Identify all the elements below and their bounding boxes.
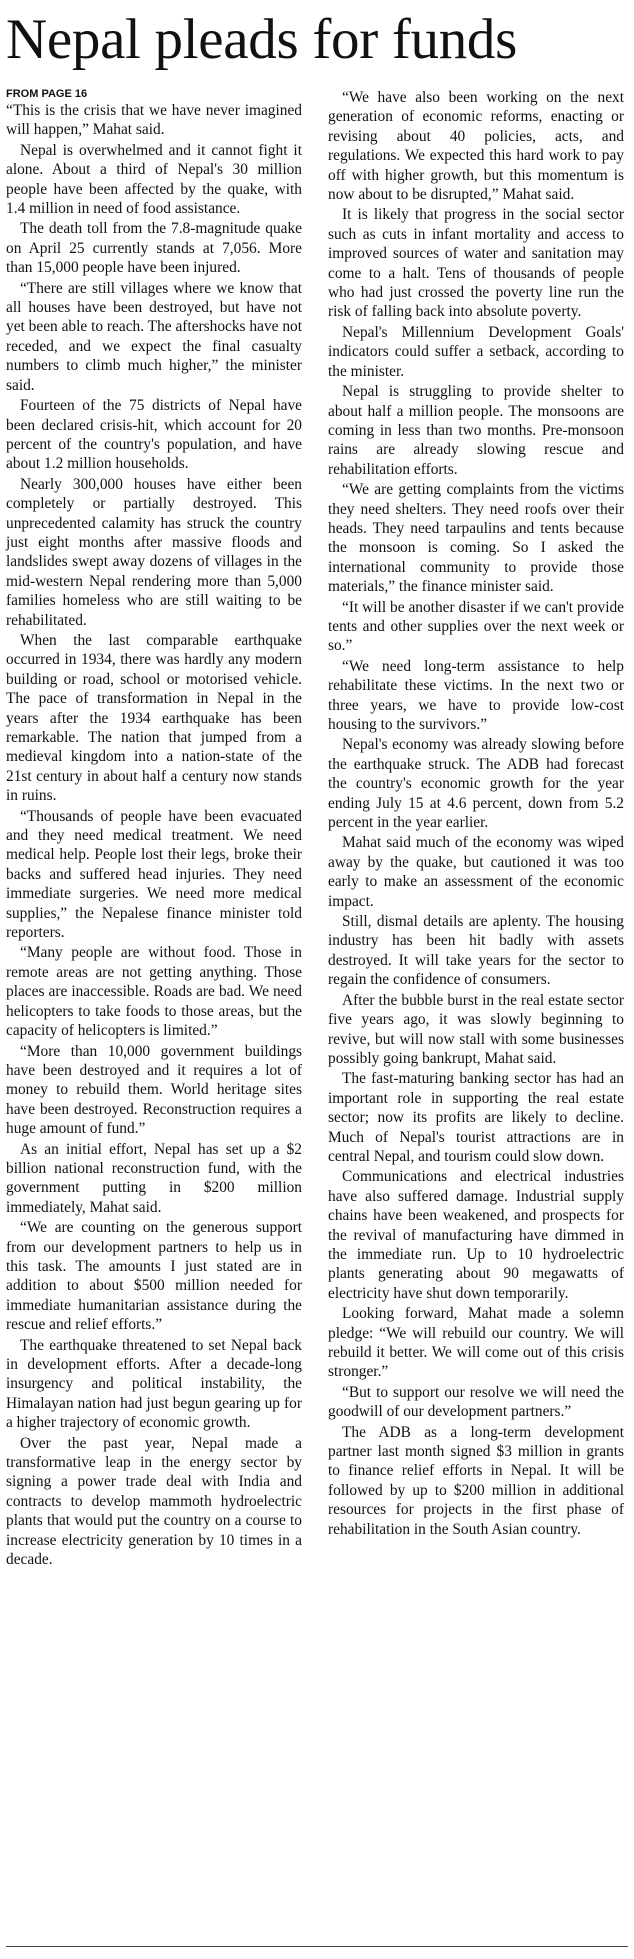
- paragraph: “Many people are without food. Those in remote areas are not getting anything. Those places are inaccessible. Roads are bad. We need helicopters to take foods to those areas, but the capacity of helicopters is limited.”: [6, 944, 302, 1040]
- paragraph: Still, dismal details are aplenty. The housing industry has been hit badly with assets destroyed. It will take years for the sector to regain the confidence of consumers.: [328, 913, 624, 989]
- paragraph: “There are still villages where we know that all houses have been destroyed, but have not yet been able to reach. The aftershocks have not receded, and we expect the final casualty numbers to climb much higher,” the minister said.: [6, 279, 302, 394]
- paragraph: Nepal's economy was already slowing before the earthquake struck. The ADB had forecast the country's economic growth for the year ending July 15 at 4.6 percent, down from 5.2 percent in the year earlier.: [328, 736, 624, 832]
- headline: Nepal pleads for funds: [6, 8, 517, 71]
- paragraph: Looking forward, Mahat made a solemn pledge: “We will rebuild our country. We will rebuild it better. We will come out of this crisis stronger.”: [328, 1305, 624, 1381]
- paragraph: Nepal is struggling to provide shelter to about half a million people. The monsoons are coming in less than two months. Pre-monsoon rains are already slowing rescue and rehabilitation efforts.: [328, 383, 624, 478]
- continued-from-label: FROM PAGE 16: [6, 88, 88, 100]
- paragraph: Nearly 300,000 houses have either been completely or partially destroyed. This unprecedented calamity has struck the country just eight months after massive floods and landslides swept away dozens of villages in the mid-western Nepal rendering more than 5,000 families homeless who are still waiting to be rehabilitated.: [6, 475, 302, 629]
- paragraph: “More than 10,000 government buildings have been destroyed and it requires a lot of money to rebuild them. World heritage sites have been destroyed. Reconstruction requires a huge amount of fund.”: [6, 1042, 302, 1138]
- paragraph: “We have also been working on the next generation of economic reforms, enacting or revising about 40 policies, acts, and regulations. We expected this hard work to pay off with higher growth, but this momentum is now about to be disrupted,” Mahat said.: [328, 89, 624, 204]
- paragraph: “It will be another disaster if we can't provide tents and other supplies over the next week or so.”: [328, 598, 624, 655]
- paragraph: Over the past year, Nepal made a transformative leap in the energy sector by signing a power trade deal with India and contracts to develop mammoth hydroelectric plants that would put the country on a course to increase electricity generation by 10 times in a decade.: [6, 1434, 302, 1569]
- paragraph: It is likely that progress in the social sector such as cuts in infant mortality and access to improved sources of water and sanitation may come to a halt. Tens of thousands of people who had just crossed the poverty line run the risk of falling back into absolute poverty.: [328, 206, 624, 321]
- paragraph: Fourteen of the 75 districts of Nepal have been declared crisis-hit, which account for 20 percent of the country's population, and have about 1.2 million households.: [6, 397, 302, 473]
- right-column: [328, 88, 624, 1540]
- bottom-rule: [6, 1946, 628, 1947]
- paragraph: The ADB as a long-term development partner last month signed $3 million in grants to finance relief efforts in Nepal. It will be followed by up to $200 million in additional resources for projects in the first phase of rehabilitation in the South Asian country.: [328, 1423, 624, 1538]
- paragraph: “But to support our resolve we will need the goodwill of our development partners.”: [328, 1383, 624, 1421]
- paragraph: “We are getting complaints from the victims they need shelters. They need roofs over their heads. They need tarpaulins and tents because the monsoon is coming. So I asked the international community to provide those materials,” the finance minister said.: [328, 481, 624, 596]
- paragraph: The fast-maturing banking sector has had an important role in supporting the real estate sector; now its profits are likely to decline. Much of Nepal's tourist attractions are in central Nepal, and tourism could slow down.: [328, 1070, 624, 1165]
- paragraph: Mahat said much of the economy was wiped away by the quake, but cautioned it was too early to make an assessment of the economic impact.: [328, 834, 624, 910]
- paragraph: Communications and electrical industries have also suffered damage. Industrial supply chains have been weakened, and prospects for the revival of manufacturing have dimmed in the immediate run. Up to 10 hydroelectric plants generating about 90 megawatts of electricity have shut down temporarily.: [328, 1168, 624, 1302]
- paragraph: Nepal is overwhelmed and it cannot fight it alone. About a third of Nepal's 30 million people have been affected by the quake, with 1.4 million in need of food assistance.: [6, 141, 302, 218]
- paragraph: “We need long-term assistance to help rehabilitate these victims. In the next two or three years, we have to provide low-cost housing to the survivors.”: [328, 657, 624, 733]
- paragraph: The death toll from the 7.8-magnitude quake on April 25 currently stands at 7,056. More than 15,000 people have been injured.: [6, 220, 302, 277]
- paragraph: Nepal's Millennium Development Goals' indicators could suffer a setback, according to the minister.: [328, 323, 624, 380]
- paragraph: As an initial effort, Nepal has set up a $2 billion national reconstruction fund, with the government putting in $200 million immediately, Mahat said.: [6, 1140, 302, 1216]
- paragraph: “Thousands of people have been evacuated and they need medical treatment. We need medical help. People lost their legs, broke their backs and suffered head injuries. They need immediate surgeries. We need more medical supplies,” the Nepalese finance minister told reporters.: [6, 807, 302, 942]
- paragraph: “This is the crisis that we have never imagined will happen,” Mahat said.: [6, 102, 302, 139]
- paragraph: “We are counting on the generous support from our development partners to help us in this task. The amounts I just stated are in addition to about $500 million needed for immediate humanitarian assistance during the rescue and relief efforts.”: [6, 1219, 302, 1334]
- paragraph: The earthquake threatened to set Nepal back in development efforts. After a decade-long insurgency and political instability, the Himalayan nation had just begun gearing up for a higher trajectory of economic growth.: [6, 1336, 302, 1432]
- paragraph: When the last comparable earthquake occurred in 1934, there was hardly any modern building or road, school or motorised vehicle. The pace of transformation in Nepal in the years after the 1934 earthquake has been remarkable. The nation that jumped from a medieval kingdom into a nation-state of the 21st century in about half a century now stands in ruins.: [6, 631, 302, 805]
- left-column: [6, 88, 302, 1570]
- paragraph: After the bubble burst in the real estate sector five years ago, it was slowly beginning to revive, but will now stall with some businesses possibly going bankrupt, Mahat said.: [328, 991, 624, 1067]
